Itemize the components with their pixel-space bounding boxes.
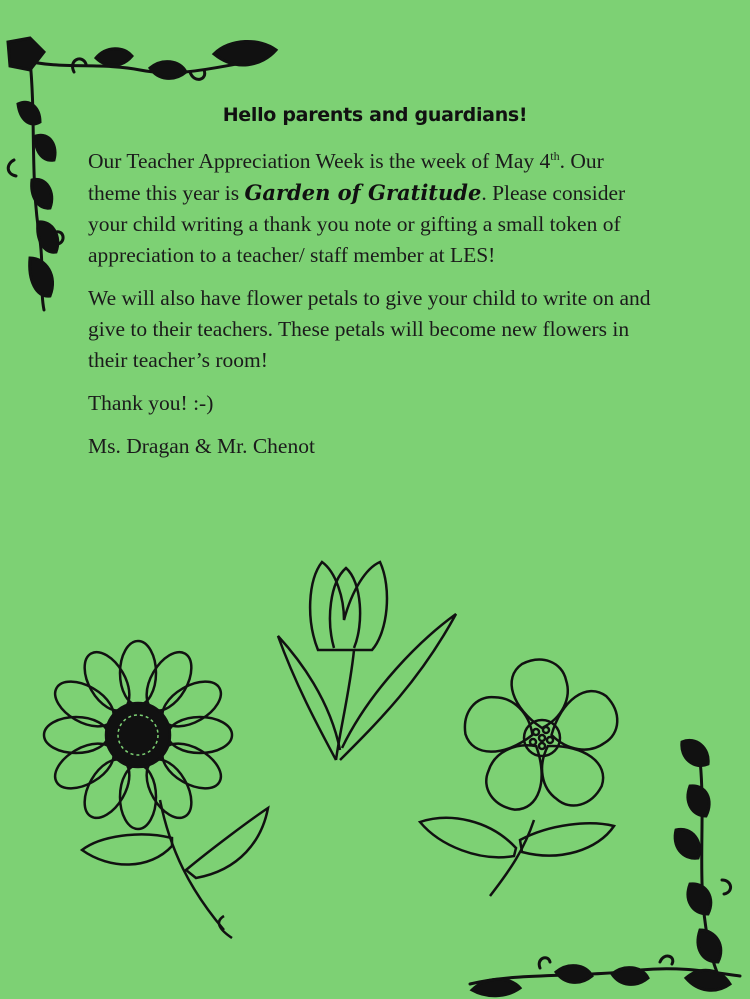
- paragraph-petals: We will also have flower petals to give your child to write on and give to their teachers. These petals will become new flowers in their teacher’s room!: [88, 286, 651, 372]
- thanks-line: Thank you! :-): [88, 391, 214, 415]
- intro-rest: . Please consider your child writing a thank you note or gifting a small token of appreciation to a teacher/ staff member at LES!: [88, 181, 626, 267]
- signature: Ms. Dragan & Mr. Chenot: [88, 434, 315, 458]
- intro-text: Our Teacher Appreciation Week is the week of May 4: [88, 149, 551, 173]
- date-suffix: th: [550, 148, 560, 163]
- theme-name: Garden of Gratitude: [244, 180, 482, 205]
- greeting-heading: Hello parents and guardians!: [222, 104, 528, 126]
- intro-mid: . Our theme this year is: [88, 149, 604, 205]
